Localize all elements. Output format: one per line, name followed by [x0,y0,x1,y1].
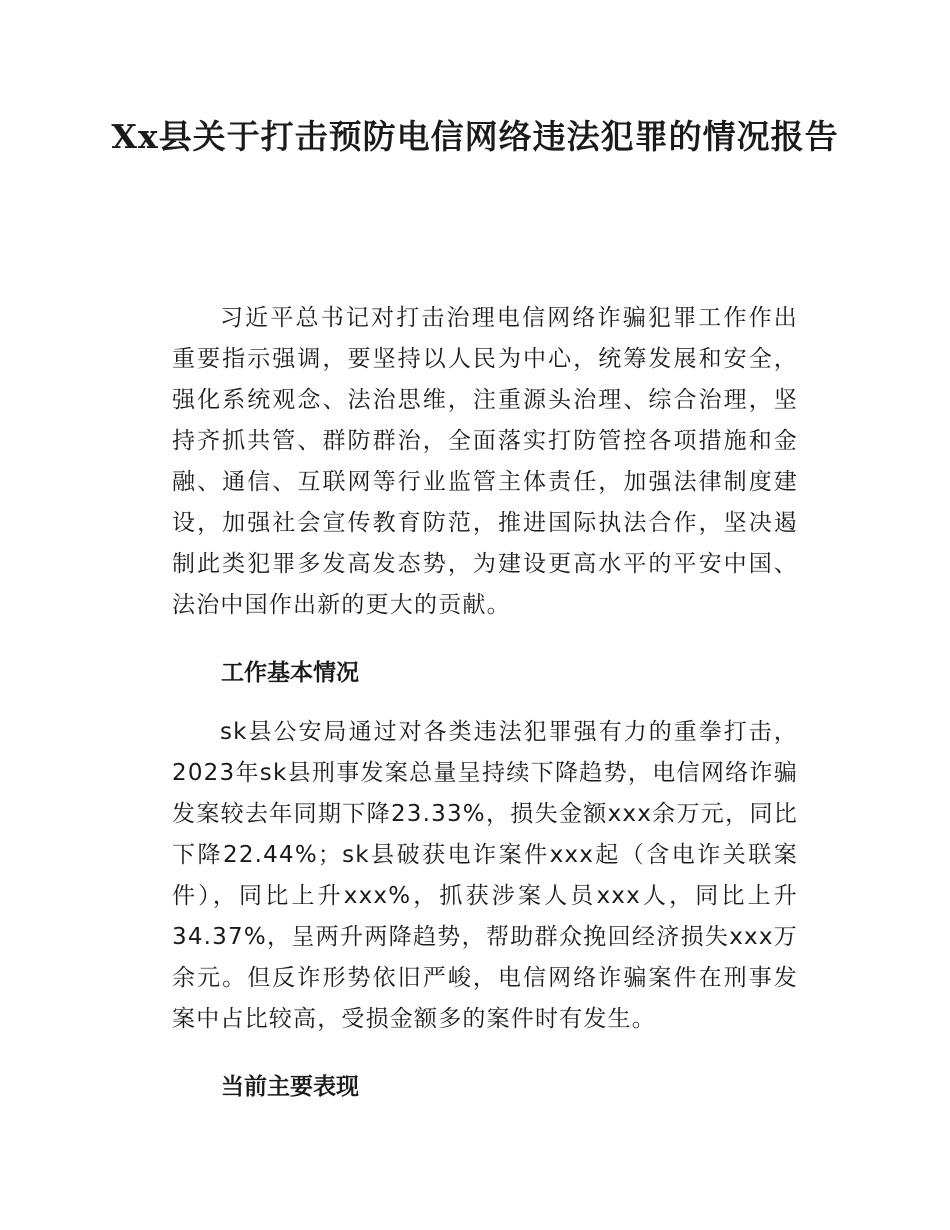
intro-paragraph: 习近平总书记对打击治理电信网络诈骗犯罪工作作出重要指示强调，要坚持以人民为中心，统筹发展和安全，强化系统观念、法治思维，注重源头治理、综合治理，坚持齐抓共管、群防群治，全面落实打防管控各项措施和金融、通信、互联网等行业监管主体责任，加强法律制度建设，加强社会宣传教育防范，推进国际执法合作，坚决遏制此类犯罪多发高发态势，为建设更高水平的平安中国、法治中国作出新的更大的贡献。 [172,305,798,618]
section-heading-basic-situation: 工作基本情况 [221,660,359,686]
section-heading-main-manifestations: 当前主要表现 [221,1074,359,1100]
situation-paragraph: sk县公安局通过对各类违法犯罪强有力的重拳打击，2023年sk县刑事发案总量呈持续下降趋势，电信网络诈骗发案较去年同期下降23.33%，损失金额xxx余万元，同比下降22.44%；sk县破获电诈案件xxx起（含电诈关联案件），同比上升xxx%，抓获涉案人员xxx人，同比上升34.37%，呈两升两降趋势，帮助群众挽回经济损失xxx万余元。但反诈形势依旧严峻，电信网络诈骗案件在刑事发案中占比较高，受损金额多的案件时有发生。 [172,719,798,1032]
document-title: Xx县关于打击预防电信网络违法犯罪的情况报告 [111,117,839,156]
